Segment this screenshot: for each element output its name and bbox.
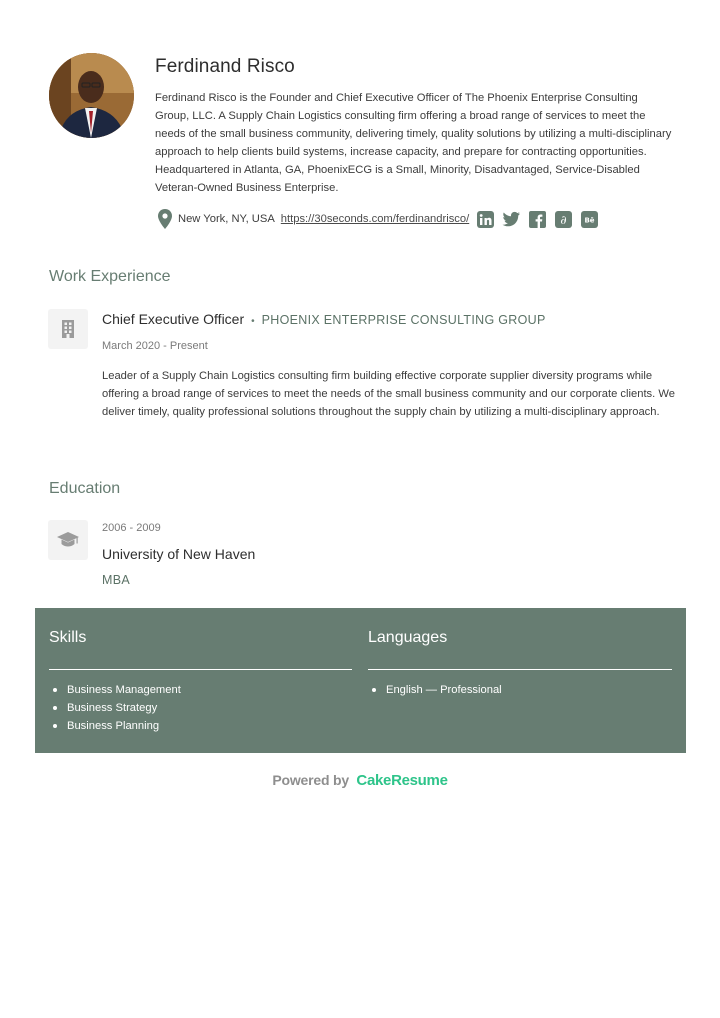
dribbble-icon[interactable] [554, 211, 573, 228]
profile-photo [49, 53, 134, 138]
skills-divider [49, 669, 352, 670]
contact-row [158, 209, 606, 229]
job-title: Chief Executive Officer [102, 311, 245, 327]
building-icon [61, 320, 75, 338]
cakeresume-logo[interactable]: CakeResume [356, 772, 448, 789]
skill-item: Business Strategy [49, 699, 181, 717]
powered-by-text: Powered by [272, 772, 349, 788]
languages-list [368, 681, 502, 699]
education-item-icon-box [48, 520, 88, 560]
skills-list [49, 681, 181, 736]
education-dates: 2006 - 2009 [102, 522, 161, 534]
degree-name: MBA [102, 573, 130, 587]
skill-item: Business Planning [49, 717, 181, 735]
job-description: Leader of a Supply Chain Logistics consulting firm building effective corporate supplier diversity programs while offering a broad range of services to meet the needs of the small business community and our corporate clients. We deliver timely, quality professional solutions throughout the supply chain by utilizing a multi-disciplinary approach. [102, 370, 675, 419]
skills-heading: Skills [49, 629, 87, 646]
linkedin-icon[interactable] [476, 211, 495, 228]
svg-text:Bē: Bē [584, 216, 595, 224]
graduation-cap-icon [57, 532, 79, 548]
work-item-icon-box [48, 309, 88, 349]
languages-heading: Languages [368, 629, 448, 646]
language-item: English — Professional [368, 681, 502, 699]
location-text: New York, NY, USA [178, 213, 275, 225]
website-link[interactable]: https://30seconds.com/ferdinandrisco/ [280, 213, 470, 225]
twitter-icon[interactable] [502, 211, 521, 228]
skills-languages-panel [35, 608, 686, 753]
svg-text:∂: ∂ [560, 212, 567, 227]
job-dates: March 2020 - Present [102, 340, 208, 352]
location-pin-icon [158, 209, 172, 229]
work-experience-heading: Work Experience [49, 268, 171, 285]
languages-divider [368, 669, 672, 670]
job-header [102, 311, 546, 327]
education-heading: Education [49, 480, 121, 497]
candidate-name: Ferdinand Risco [155, 56, 295, 77]
skill-item: Business Management [49, 681, 181, 699]
separator-dot: • [251, 316, 255, 327]
school-name: University of New Haven [102, 546, 256, 562]
avatar-illustration [49, 53, 134, 138]
powered-by-footer[interactable] [0, 772, 720, 790]
candidate-bio: Ferdinand Risco is the Founder and Chief Executive Officer of The Phoenix Enterprise Consulting Group, LLC. A Supply Chain Logistics consulting firm offering a broad range of services to meet the needs of the small business community, delivering timely, quality solutions by utilizing a multi-disciplinary approach to help clients build systems, increase capacity, and prepare for contracting opportunities. Headquartered in Atlanta, GA, PhoenixECG is a Small, Minority, Disadvantaged, Service-Disabled Veteran-Owned Business Enterprise. [155, 92, 672, 195]
company-name: PHOENIX ENTERPRISE CONSULTING GROUP [261, 313, 546, 327]
behance-icon[interactable] [580, 211, 599, 228]
facebook-icon[interactable] [528, 211, 547, 228]
